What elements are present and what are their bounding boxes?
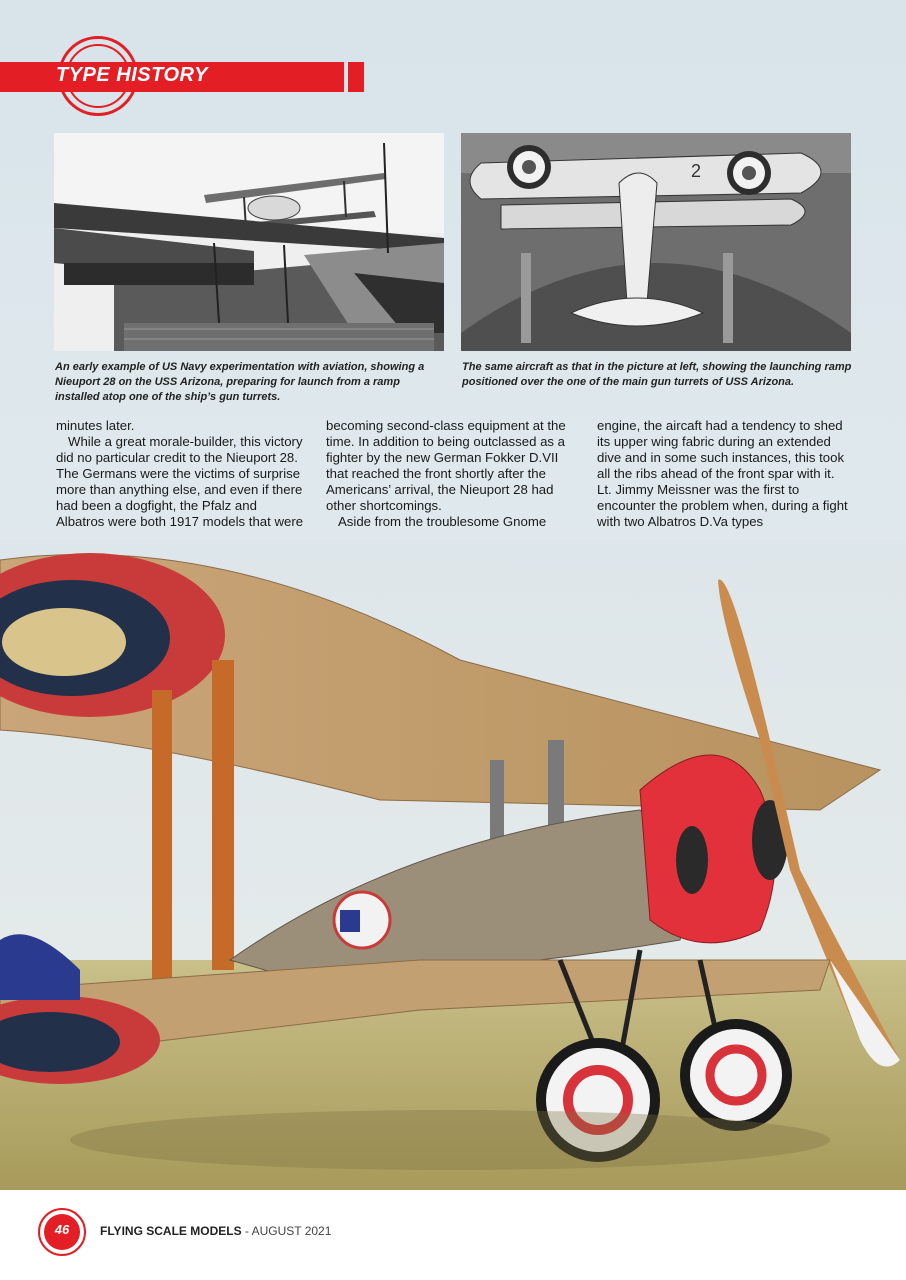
body-column-1 xyxy=(56,418,308,530)
section-header-block xyxy=(348,62,364,92)
paragraph: becoming second-class equipment at the time. In addition to being outclassed as a fighter by the new German Fokker D.VII that reached the front shortly after the Americans’ arrival, the Nieuport 28 had other shortcomings. xyxy=(326,418,566,513)
paragraph: minutes later. xyxy=(56,418,135,433)
photo-caption-right: The same aircraft as that in the picture at left, showing the launching ramp positioned over the one of the main gun turrets of USS Arizona. xyxy=(462,361,852,388)
photo-nieuport-28-color xyxy=(0,540,906,1190)
body-column-2 xyxy=(326,418,578,530)
page-number: 46 xyxy=(54,1222,70,1237)
footer-publication xyxy=(100,1224,331,1238)
photo-aircraft-overhead xyxy=(461,133,851,351)
aircraft-number: 2 xyxy=(691,161,702,181)
magazine-name: FLYING SCALE MODELS xyxy=(100,1224,242,1238)
photo-caption-left: An early example of US Navy experimentation with aviation, showing a Nieuport 28 on the USS Arizona, preparing for launch from a ramp installed atop one of the ship’s gun turrets. xyxy=(55,361,425,403)
paragraph: Aside from the troublesome Gnome xyxy=(338,514,547,529)
paragraph: engine, the aircaft had a tendency to shed its upper wing fabric during an extended dive and in some such instances, this took all the ribs ahead of the front spar with it. Lt. Jimmy Meissner was the first to encounter the problem when, during a fight with two Albatros D.Va types xyxy=(597,418,848,529)
section-label: TYPE HISTORY xyxy=(56,64,208,86)
body-column-3 xyxy=(597,418,849,530)
paragraph: While a great morale-builder, this victory did no particular credit to the Nieuport 28. The Germans were the victims of surprise more than anything else, and even if there had been a dogfight, the Pfalz and Albatros were both 1917 models that were xyxy=(56,434,304,529)
issue-date: - AUGUST 2021 xyxy=(241,1224,332,1238)
photo-nieuport-on-turret xyxy=(54,133,444,351)
